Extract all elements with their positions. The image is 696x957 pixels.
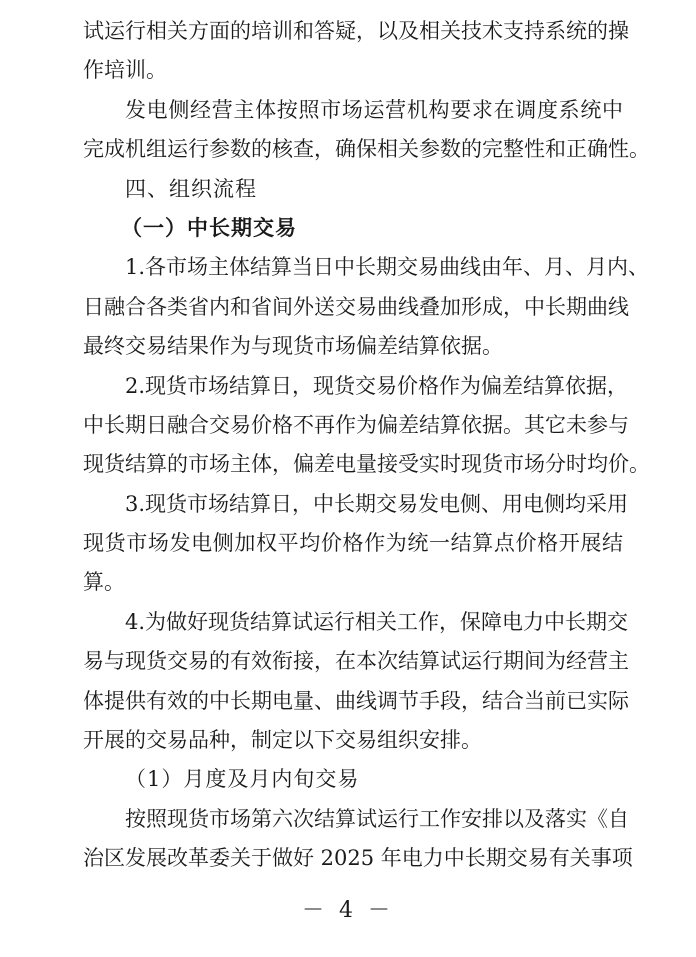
document-body bbox=[83, 12, 650, 879]
item-heading: （1）月度及月内旬交易 bbox=[125, 767, 360, 792]
subsection-heading: （一）中长期交易 bbox=[121, 215, 297, 240]
body-line: 治区发展改革委关于做好 2025 年电力中长期交易有关事项 bbox=[83, 846, 633, 871]
body-line: 现货结算的市场主体，偏差电量接受实时现货市场分时均价。 bbox=[83, 452, 650, 477]
body-line: 试运行相关方面的培训和答疑，以及相关技术支持系统的操 bbox=[83, 19, 629, 43]
body-line: 3.现货市场结算日，中长期交易发电侧、用电侧均采用 bbox=[125, 491, 629, 516]
page-number: － 4 － bbox=[302, 898, 394, 923]
section-heading: 四、组织流程 bbox=[125, 176, 257, 201]
body-line: 4.为做好现货结算试运行相关工作，保障电力中长期交 bbox=[125, 609, 629, 634]
body-line: 中长期日融合交易价格不再作为偏差结算依据。其它未参与 bbox=[83, 412, 629, 437]
body-line: 2.现货市场结算日，现货交易价格作为偏差结算依据， bbox=[125, 373, 629, 398]
body-line: 最终交易结果作为与现货市场偏差结算依据。 bbox=[83, 334, 503, 359]
body-line: 现货市场发电侧加权平均价格作为统一结算点价格开展结 bbox=[83, 531, 623, 556]
body-line: 按照现货市场第六次结算试运行工作安排以及落实《自 bbox=[125, 806, 629, 831]
body-line: 发电侧经营主体按照市场运营机构要求在调度系统中 bbox=[125, 97, 623, 122]
body-line: 1.各市场主体结算当日中长期交易曲线由年、月、月内、 bbox=[125, 255, 650, 280]
body-line: 完成机组运行参数的核查，确保相关参数的完整性和正确性。 bbox=[83, 137, 650, 162]
body-line: 算。 bbox=[83, 570, 125, 595]
body-line: 日融合各类省内和省间外送交易曲线叠加形成，中长期曲线 bbox=[83, 294, 629, 319]
body-line: 体提供有效的中长期电量、曲线调节手段，结合当前已实际 bbox=[83, 688, 629, 713]
body-line: 开展的交易品种，制定以下交易组织安排。 bbox=[83, 728, 482, 753]
body-line: 作培训。 bbox=[83, 58, 167, 83]
body-line: 易与现货交易的有效衔接，在本次结算试运行期间为经营主 bbox=[83, 649, 629, 674]
